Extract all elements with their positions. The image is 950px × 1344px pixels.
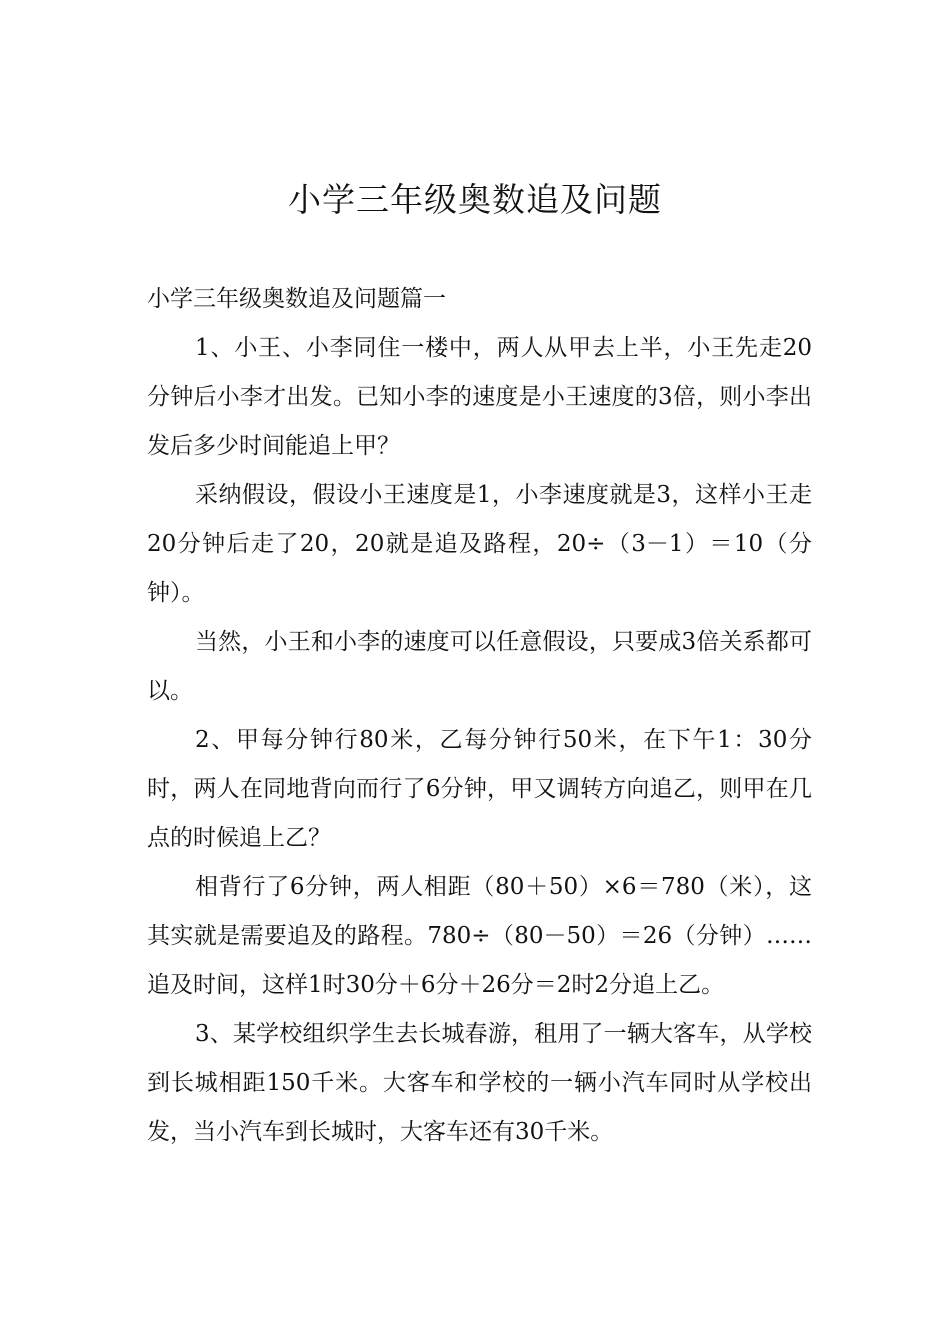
problem-2-question: 2、甲每分钟行80米，乙每分钟行50米，在下午1：30分时，两人在同地背向而行了6分钟，甲又调转方向追乙，则甲在几点的时候追上乙？ <box>147 727 812 851</box>
problem-3-question: 3、某学校组织学生去长城春游，租用了一辆大客车，从学校到长城相距150千米。大客车和学校的一辆小汽车同时从学校出发，当小汽车到长城时，大客车还有30千米。 <box>147 1021 812 1145</box>
problem-1-note: 当然，小王和小李的速度可以任意假设，只要成3倍关系都可以。 <box>147 629 812 704</box>
document-body <box>147 275 812 1157</box>
document-title: 小学三年级奥数追及问题 <box>288 180 662 219</box>
problem-2-solution: 相背行了6分钟，两人相距（80＋50）×6＝780（米），这其实就是需要追及的路程。780÷（80－50）＝26（分钟）……追及时间，这样1时30分＋6分＋26分＝2时2分追上乙。 <box>147 874 812 998</box>
section-heading: 小学三年级奥数追及问题篇一 <box>147 286 446 312</box>
problem-1-question: 1、小王、小李同住一楼中，两人从甲去上半，小王先走20分钟后小李才出发。已知小李的速度是小王速度的3倍，则小李出发后多少时间能追上甲？ <box>147 335 812 459</box>
problem-1-solution: 采纳假设，假设小王速度是1，小李速度就是3，这样小王走20分钟后走了20，20就是追及路程，20÷（3－1）＝10（分钟）。 <box>147 482 812 606</box>
